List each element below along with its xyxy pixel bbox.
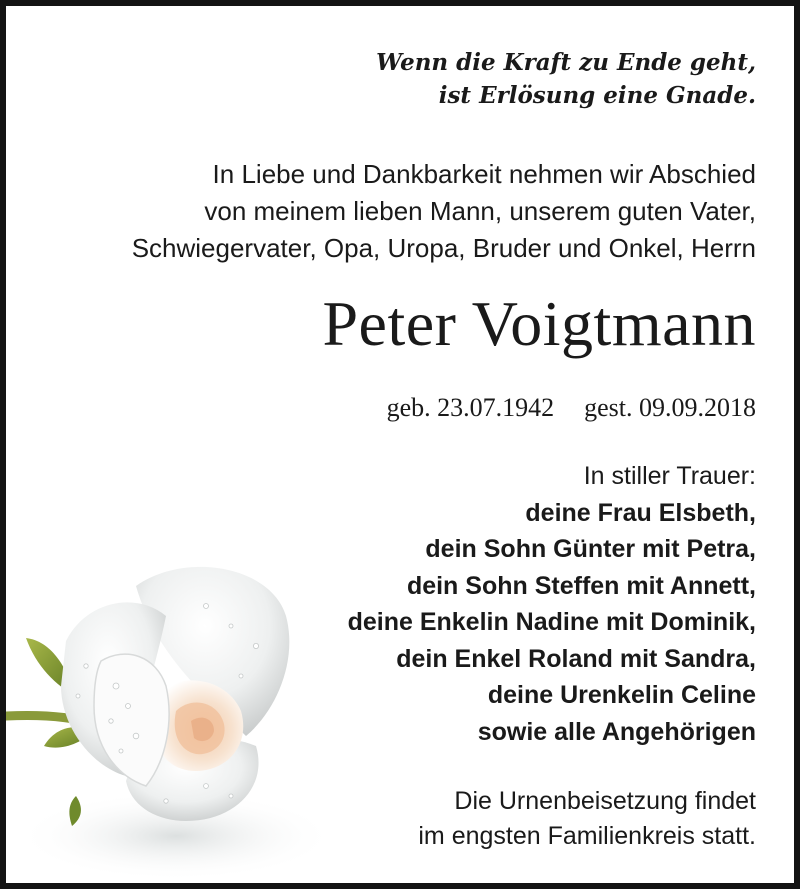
mourner-entry: sowie alle Angehörigen: [477, 717, 756, 746]
life-dates: [387, 390, 756, 426]
motto: [376, 46, 756, 112]
mourner-entry: dein Sohn Steffen mit Annett,: [406, 571, 756, 600]
mourner-entry: deine Enkelin Nadine mit Dominik,: [347, 608, 756, 636]
motto-line: Wenn die Kraft zu Ende geht,: [376, 49, 756, 76]
intro-line: von meinem lieben Mann, unserem guten Vater,: [204, 196, 756, 226]
deceased-name: Peter Voigtmann: [322, 288, 756, 359]
death-date: gest. 09.09.2018: [584, 393, 756, 422]
mourner-entry: dein Sohn Günter mit Petra,: [425, 535, 756, 563]
white-rose-image: [6, 546, 346, 886]
mourner-entry: dein Enkel Roland mit Sandra,: [396, 644, 756, 673]
mourner-entry: deine Urenkelin Celine: [487, 681, 756, 709]
intro-text: [132, 156, 756, 267]
mourners-list: [348, 458, 756, 750]
mourners-heading: In stiller Trauer:: [583, 462, 756, 490]
birth-date: geb. 23.07.1942: [386, 393, 555, 422]
burial-note: [418, 784, 756, 854]
intro-line: In Liebe und Dankbarkeit nehmen wir Abschied: [212, 159, 756, 189]
burial-note-line: Die Urnenbeisetzung findet: [454, 787, 756, 815]
burial-note-line: im engsten Familienkreis statt.: [418, 822, 756, 850]
motto-line: ist Erlösung eine Gnade.: [438, 82, 756, 109]
intro-line: Schwiegervater, Opa, Uropa, Bruder und Onkel, Herrn: [131, 233, 756, 263]
mourner-entry: deine Frau Elsbeth,: [525, 498, 756, 527]
